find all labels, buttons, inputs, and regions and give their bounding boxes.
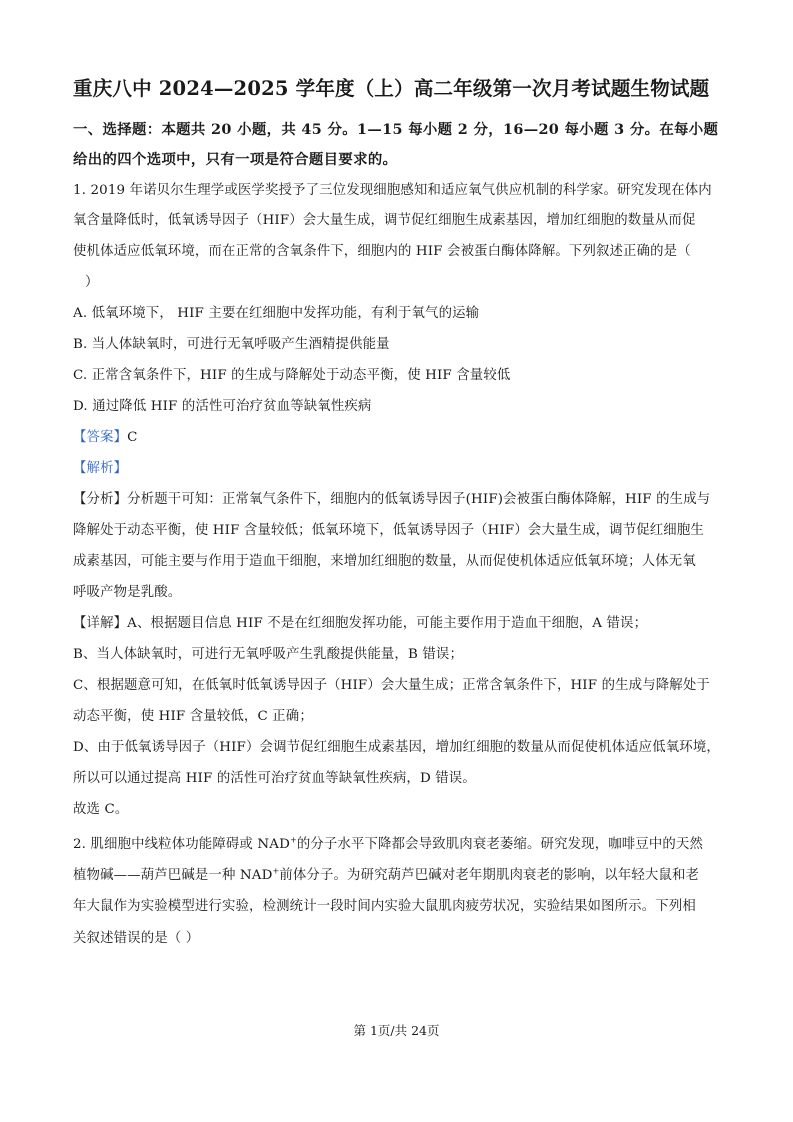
q1-detail-line-4: 动态平衡，使 HIF 含量较低，C 正确； — [73, 709, 313, 724]
q2-stem-line-2 — [73, 867, 699, 885]
detail-text: A、根据题目信息 HIF 不是在红细胞发挥功能，可能主要作用于造血干细胞，A 错误； — [127, 616, 648, 631]
q2-line2-text-a: 植物碱——葫芦巴碱是一种 NAD — [73, 868, 273, 883]
page-footer: 第 1页/共 24页 — [353, 1023, 440, 1038]
q1-fenxi-line-2: 降解处于动态平衡，使 HIF 含量较低；低氧环境下，低氧诱导因子（HIF）会大量生成，调节促红细胞生 — [73, 523, 704, 538]
q1-detail-line-1 — [73, 615, 647, 633]
answer-value: C — [127, 430, 138, 445]
q1-stem-line-1: 1. 2019 年诺贝尔生理学或医学奖授予了三位发现细胞感知和适应氧气供应机制的科学家。研究发现在体内 — [73, 183, 712, 198]
q2-stem-line-3: 年大鼠作为实验模型进行实验，检测统计一段时间内实验大鼠肌肉疲劳状况，实验结果如图所示。下列相 — [73, 899, 696, 914]
q1-fenxi-line-4: 呼吸产物是乳酸。 — [73, 585, 182, 600]
q1-option-b: B. 当人体缺氧时，可进行无氧呼吸产生酒精提供能量 — [73, 337, 390, 352]
q1-detail-line-5: D、由于低氧诱导因子（HIF）会调节促红细胞生成素基因，增加红细胞的数量从而促使机体适应低氧环境， — [73, 740, 720, 755]
q2-line1-superscript: + — [289, 835, 297, 845]
q2-line1-text-a: 2. 肌细胞中线粒体功能障碍或 NAD — [73, 837, 290, 852]
q2-line2-text-b: 前体分子。为研究葫芦巴碱对老年期肌肉衰老的影响，以年轻大鼠和老 — [279, 868, 700, 883]
analysis-tag: 【解析】 — [73, 461, 128, 476]
q1-detail-line-2: B、当人体缺氧时，可进行无氧呼吸产生乳酸提供能量，B 错误； — [73, 647, 463, 662]
q1-fenxi-line-1 — [73, 491, 710, 509]
page-title: 重庆八中 2024—2025 学年度（上）高二年级第一次月考试题生物试题 — [73, 77, 710, 100]
q1-option-c: C. 正常含氧条件下，HIF 的生成与降解处于动态平衡，使 HIF 含量较低 — [73, 368, 511, 383]
q1-option-d: D. 通过降低 HIF 的活性可治疗贫血等缺氧性疾病 — [73, 399, 372, 414]
q1-option-a: A. 低氧环境下， HIF 主要在红细胞中发挥功能，有利于氧气的运输 — [73, 306, 480, 321]
fenxi-tag: 【分析】 — [73, 492, 128, 507]
q1-detail-line-6: 所以可以通过提高 HIF 的活性可治疗贫血等缺氧性疾病，D 错误。 — [73, 771, 476, 786]
section-heading-line-2: 给出的四个选项中，只有一项是符合题目要求的。 — [73, 151, 398, 168]
fenxi-text: 分析题干可知：正常氧气条件下，细胞内的低氧诱导因子(HIF)会被蛋白酶体降解，HIF 的生成与 — [127, 492, 711, 507]
q1-detail-line-7: 故选 C。 — [73, 802, 129, 817]
q2-stem-line-4: 关叙述错误的是（ ） — [73, 931, 200, 946]
q2-line2-superscript: + — [272, 866, 280, 876]
q2-line1-text-b: 的分子水平下降都会导致肌肉衰老萎缩。研究发现，咖啡豆中的天然 — [296, 837, 704, 852]
q1-stem-line-3: 使机体适应低氧环境，而在正常的含氧条件下，细胞内的 HIF 会被蛋白酶体降解。下列叙述正确的是（ — [73, 244, 691, 259]
answer-tag: 【答案】 — [73, 430, 128, 445]
detail-tag: 【详解】 — [73, 616, 128, 631]
section-heading-line-1: 一、选择题：本题共 20 小题，共 45 分。1—15 每小题 2 分，16—20 每小题 3 分。在每小题 — [73, 121, 719, 138]
q1-stem-line-4: ） — [85, 275, 99, 290]
q1-fenxi-line-3: 成素基因，可能主要与作用于造血干细胞，来增加红细胞的数量，从而促使机体适应低氧环境；人体无氧 — [73, 554, 696, 569]
q1-stem-line-2: 氧含量降低时，低氧诱导因子（HIF）会大量生成，调节促红细胞生成素基因，增加红细胞的数量从而促 — [73, 213, 696, 228]
q1-detail-line-3: C、根据题意可知，在低氧时低氧诱导因子（HIF）会大量生成；正常含氧条件下，HIF 的生成与降解处于 — [73, 678, 710, 693]
q2-stem-line-1 — [73, 836, 703, 854]
q1-answer — [73, 429, 138, 447]
